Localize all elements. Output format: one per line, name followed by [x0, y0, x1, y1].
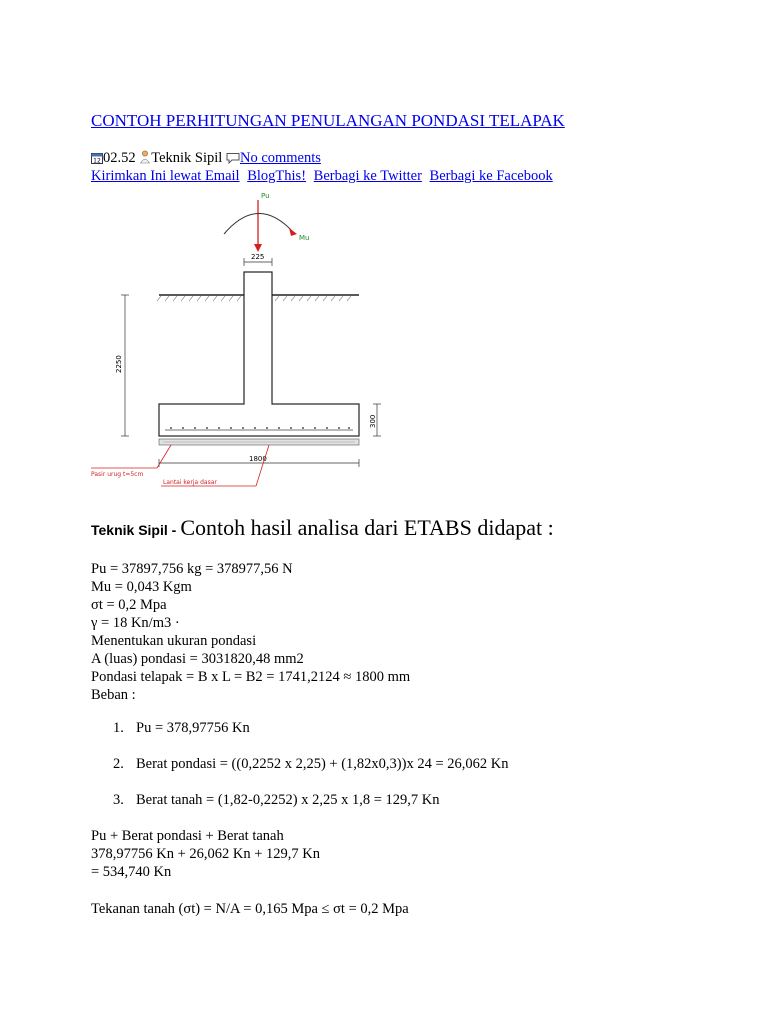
pu-arrowhead: [254, 244, 262, 252]
mu-arrowhead: [289, 228, 297, 236]
calendar-icon: [91, 152, 103, 169]
sum-line: Pu + Berat pondasi + Berat tanah: [91, 828, 284, 844]
post-meta: [91, 150, 321, 169]
post-title-link[interactable]: CONTOH PERHITUNGAN PENULANGAN PONDASI TELAPAK: [91, 111, 565, 130]
sum-lines: [91, 827, 320, 881]
sum-line: 378,97756 Kn + 26,062 Kn + 129,7 Kn: [91, 846, 321, 862]
mu-label: Mu: [299, 234, 310, 242]
load-item: 2. Berat pondasi = ((0,2252 x 2,25) + (1,82x0,3))x 24 = 26,062 Kn: [113, 756, 509, 772]
share-twitter-link[interactable]: Berbagi ke Twitter: [313, 168, 422, 184]
lantai-label: Lantai kerja dasar: [163, 479, 217, 486]
sum-line: = 534,740 Kn: [91, 864, 172, 880]
calc-line: σt = 0,2 Mpa: [91, 597, 167, 613]
share-facebook-link[interactable]: Berbagi ke Facebook: [429, 168, 553, 184]
col-width-label: 225: [251, 253, 265, 261]
lead-heading: [91, 515, 554, 541]
calc-line: Menentukan ukuran pondasi: [91, 633, 257, 649]
user-icon: [139, 150, 151, 169]
calc-line: A (luas) pondasi = 3031820,48 mm2: [91, 651, 304, 667]
sand-label: Pasir urug t=5cm: [91, 471, 144, 478]
comment-icon: [226, 152, 240, 169]
thickness-label: 300: [369, 414, 377, 428]
calc-lines: [91, 560, 410, 704]
calc-line: Pondasi telapak = B x L = B2 = 1741,2124 ≈ 1800 mm: [91, 669, 411, 685]
calc-line: Beban :: [91, 687, 136, 703]
share-links: [91, 168, 557, 185]
load-list: [91, 720, 508, 828]
calc-line: Mu = 0,043 Kgm: [91, 579, 192, 595]
calc-line: γ = 18 Kn/m3 ·: [91, 615, 180, 631]
height-label: 2250: [115, 355, 123, 373]
lead-title: Contoh hasil analisa dari ETABS didapat :: [180, 515, 554, 540]
load-item: 3. Berat tanah = (1,82-0,2252) x 2,25 x 1,8 = 129,7 Kn: [113, 792, 440, 808]
post-author: Teknik Sipil: [151, 150, 223, 166]
calc-line: Pu = 37897,756 kg = 378977,56 N: [91, 561, 293, 577]
share-blogthis-link[interactable]: BlogThis!: [247, 168, 307, 184]
share-email-link[interactable]: Kirimkan Ini lewat Email: [91, 168, 240, 184]
post-time: 02.52: [103, 150, 136, 166]
pu-label: Pu: [261, 192, 270, 200]
load-item: 1. Pu = 378,97756 Kn: [113, 720, 250, 736]
lead-prefix: Teknik Sipil -: [91, 522, 177, 538]
column: [244, 272, 272, 404]
width-label: 1800: [249, 455, 267, 463]
comments-link[interactable]: No comments: [239, 150, 321, 166]
soil-pressure-line: Tekanan tanah (σt) = N/A = 0,165 Mpa ≤ σt = 0,2 Mpa: [91, 901, 409, 917]
foundation-diagram: [91, 188, 391, 493]
footing: [159, 404, 359, 436]
svg-text:12: 12: [93, 157, 101, 164]
